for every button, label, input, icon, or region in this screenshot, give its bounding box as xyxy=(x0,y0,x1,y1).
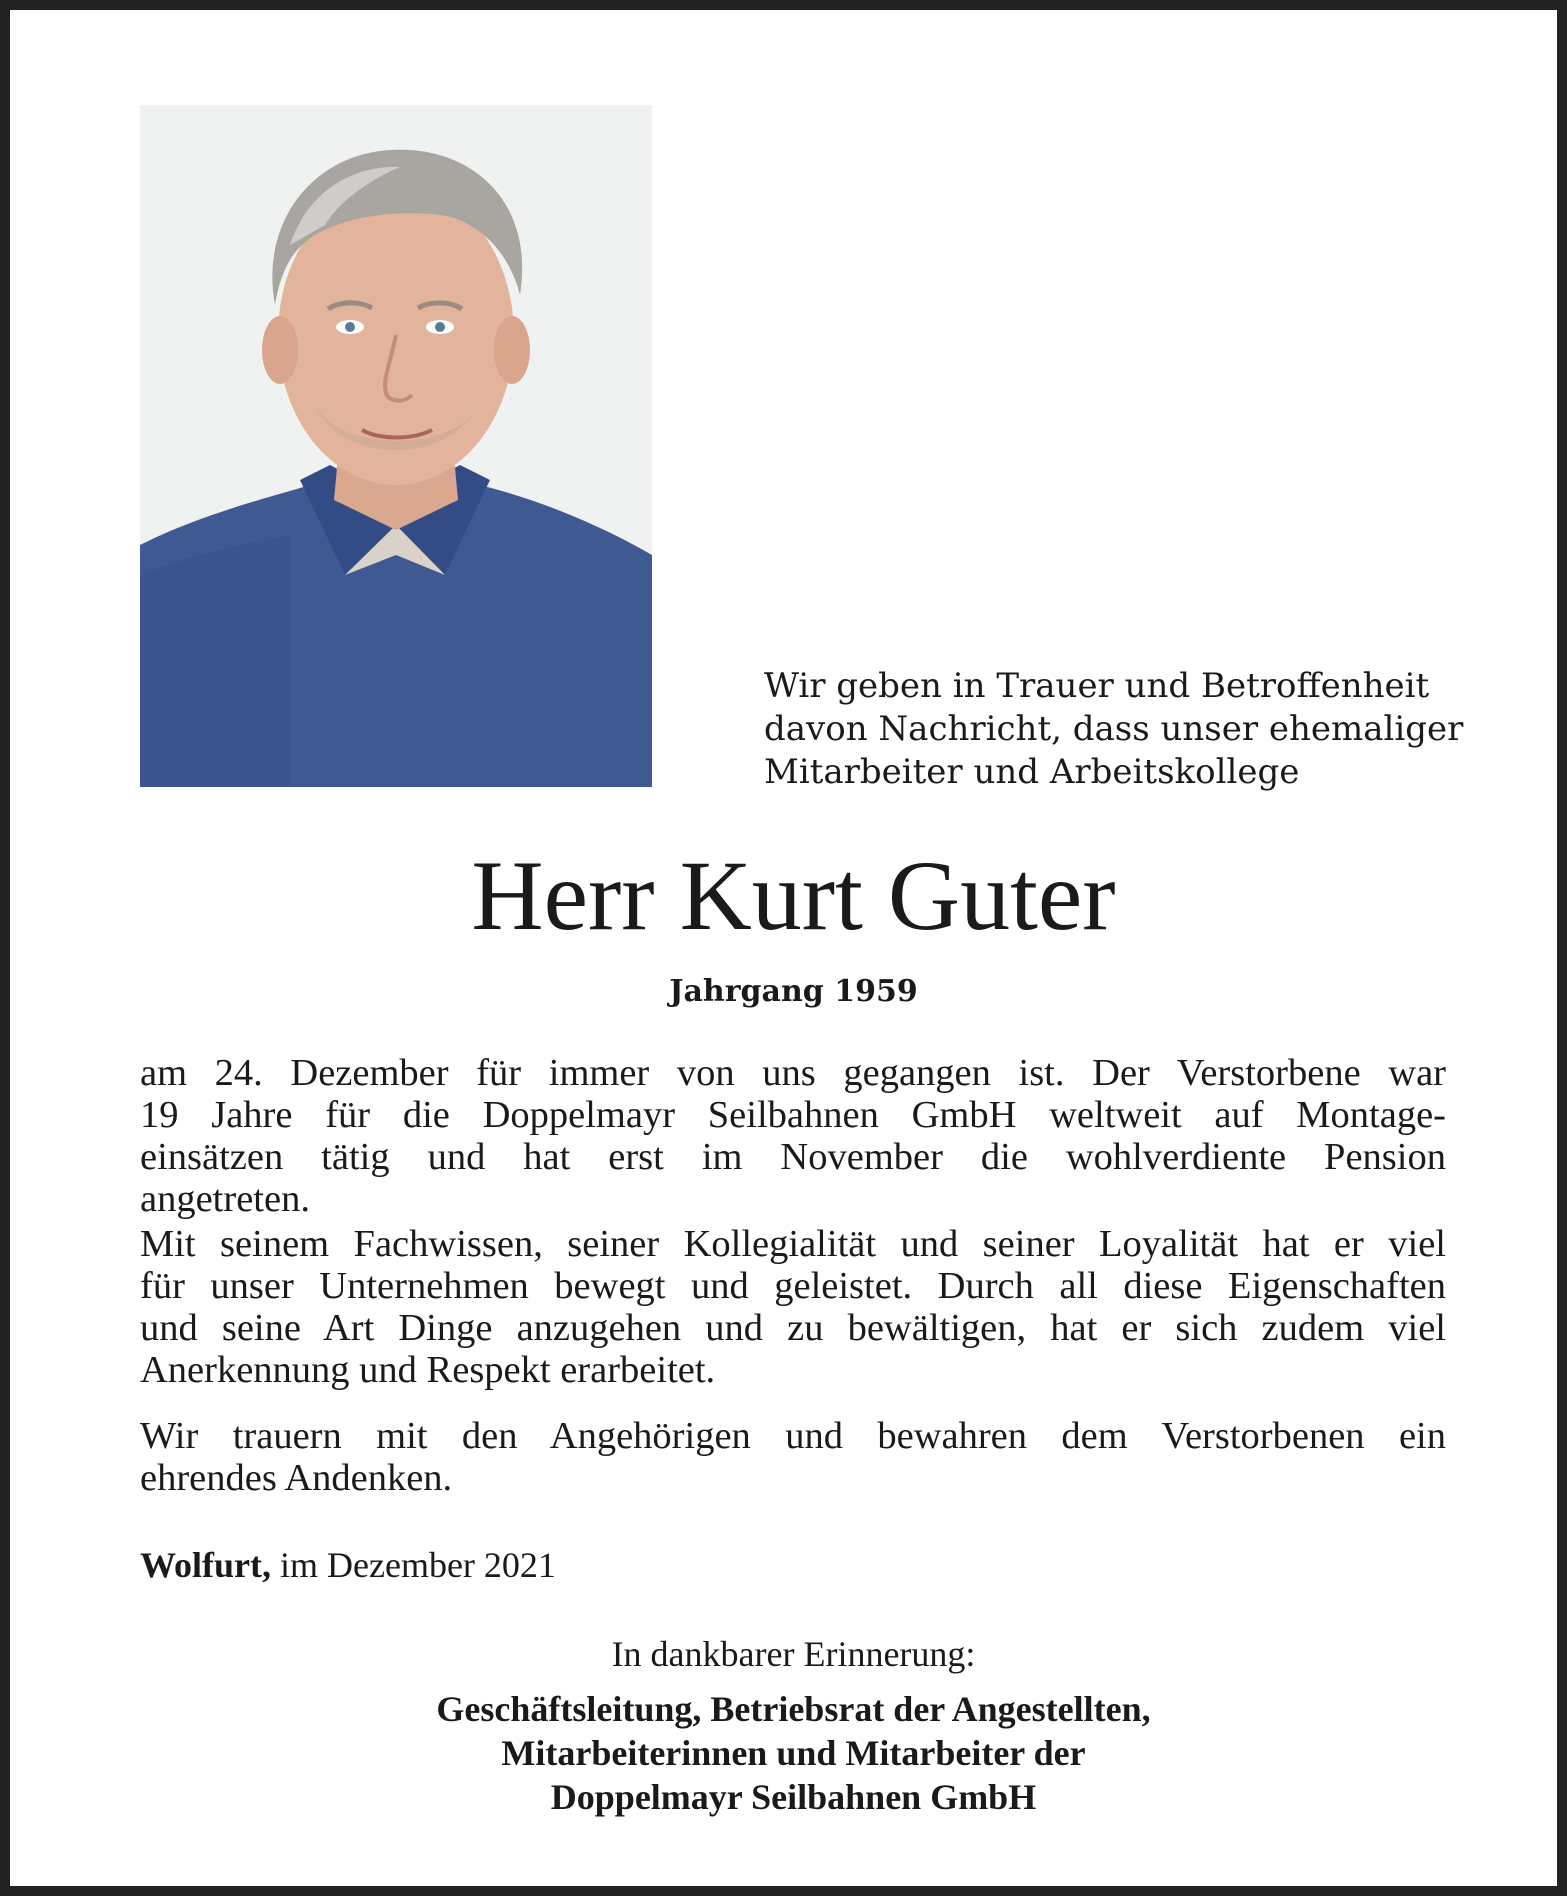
paragraph-line: ehrendes Andenken. xyxy=(140,1457,453,1499)
portrait-photo xyxy=(140,105,652,787)
deceased-name: Herr Kurt Guter xyxy=(471,840,1116,951)
date-text: im Dezember 2021 xyxy=(280,1545,556,1585)
paragraph-3 xyxy=(140,1415,1446,1499)
signer-line: Geschäftsleitung, Betriebsrat der Angestellten, xyxy=(436,1689,1151,1729)
birth-year: Jahrgang 1959 xyxy=(669,974,918,1009)
place-name: Wolfurt, xyxy=(140,1545,271,1585)
paragraph-line: Mit seinem Fachwissen, seiner Kollegialität und seiner Loyalität hat er viel xyxy=(140,1223,1446,1265)
paragraph-2 xyxy=(140,1223,1446,1391)
paragraph-line: und seine Art Dinge anzugehen und zu bewältigen, hat er sich zudem viel xyxy=(140,1307,1446,1349)
signer-line: Doppelmayr Seilbahnen GmbH xyxy=(550,1777,1037,1817)
intro-text xyxy=(764,665,1464,794)
paragraph-line: einsätzen tätig und hat erst im November die wohlverdiente Pension xyxy=(140,1136,1446,1178)
paragraph-1 xyxy=(140,1052,1446,1220)
place-date xyxy=(140,1543,556,1587)
signer-line: Mitarbeiterinnen und Mitarbeiter der xyxy=(501,1733,1086,1773)
thanks-line: In dankbarer Erinnerung: xyxy=(611,1634,976,1674)
intro-line: Wir geben in Trauer und Betroffenheit xyxy=(764,666,1430,706)
intro-line: davon Nachricht, dass unser ehemaliger xyxy=(764,709,1464,749)
paragraph-line: Anerkennung und Respekt erarbeitet. xyxy=(140,1349,716,1391)
paragraph-line: am 24. Dezember für immer von uns gegangen ist. Der Verstorbene war xyxy=(140,1052,1446,1094)
intro-line: Mitarbeiter und Arbeitskollege xyxy=(764,752,1300,792)
signers-block xyxy=(10,1687,1567,1819)
paragraph-line: 19 Jahre für die Doppelmayr Seilbahnen GmbH weltweit auf Montage- xyxy=(140,1094,1446,1136)
paragraph-line: Wir trauern mit den Angehörigen und bewahren dem Verstorbenen ein xyxy=(140,1415,1446,1457)
paragraph-line: für unser Unternehmen bewegt und geleistet. Durch all diese Eigenschaften xyxy=(140,1265,1446,1307)
paragraph-line: angetreten. xyxy=(140,1178,310,1220)
